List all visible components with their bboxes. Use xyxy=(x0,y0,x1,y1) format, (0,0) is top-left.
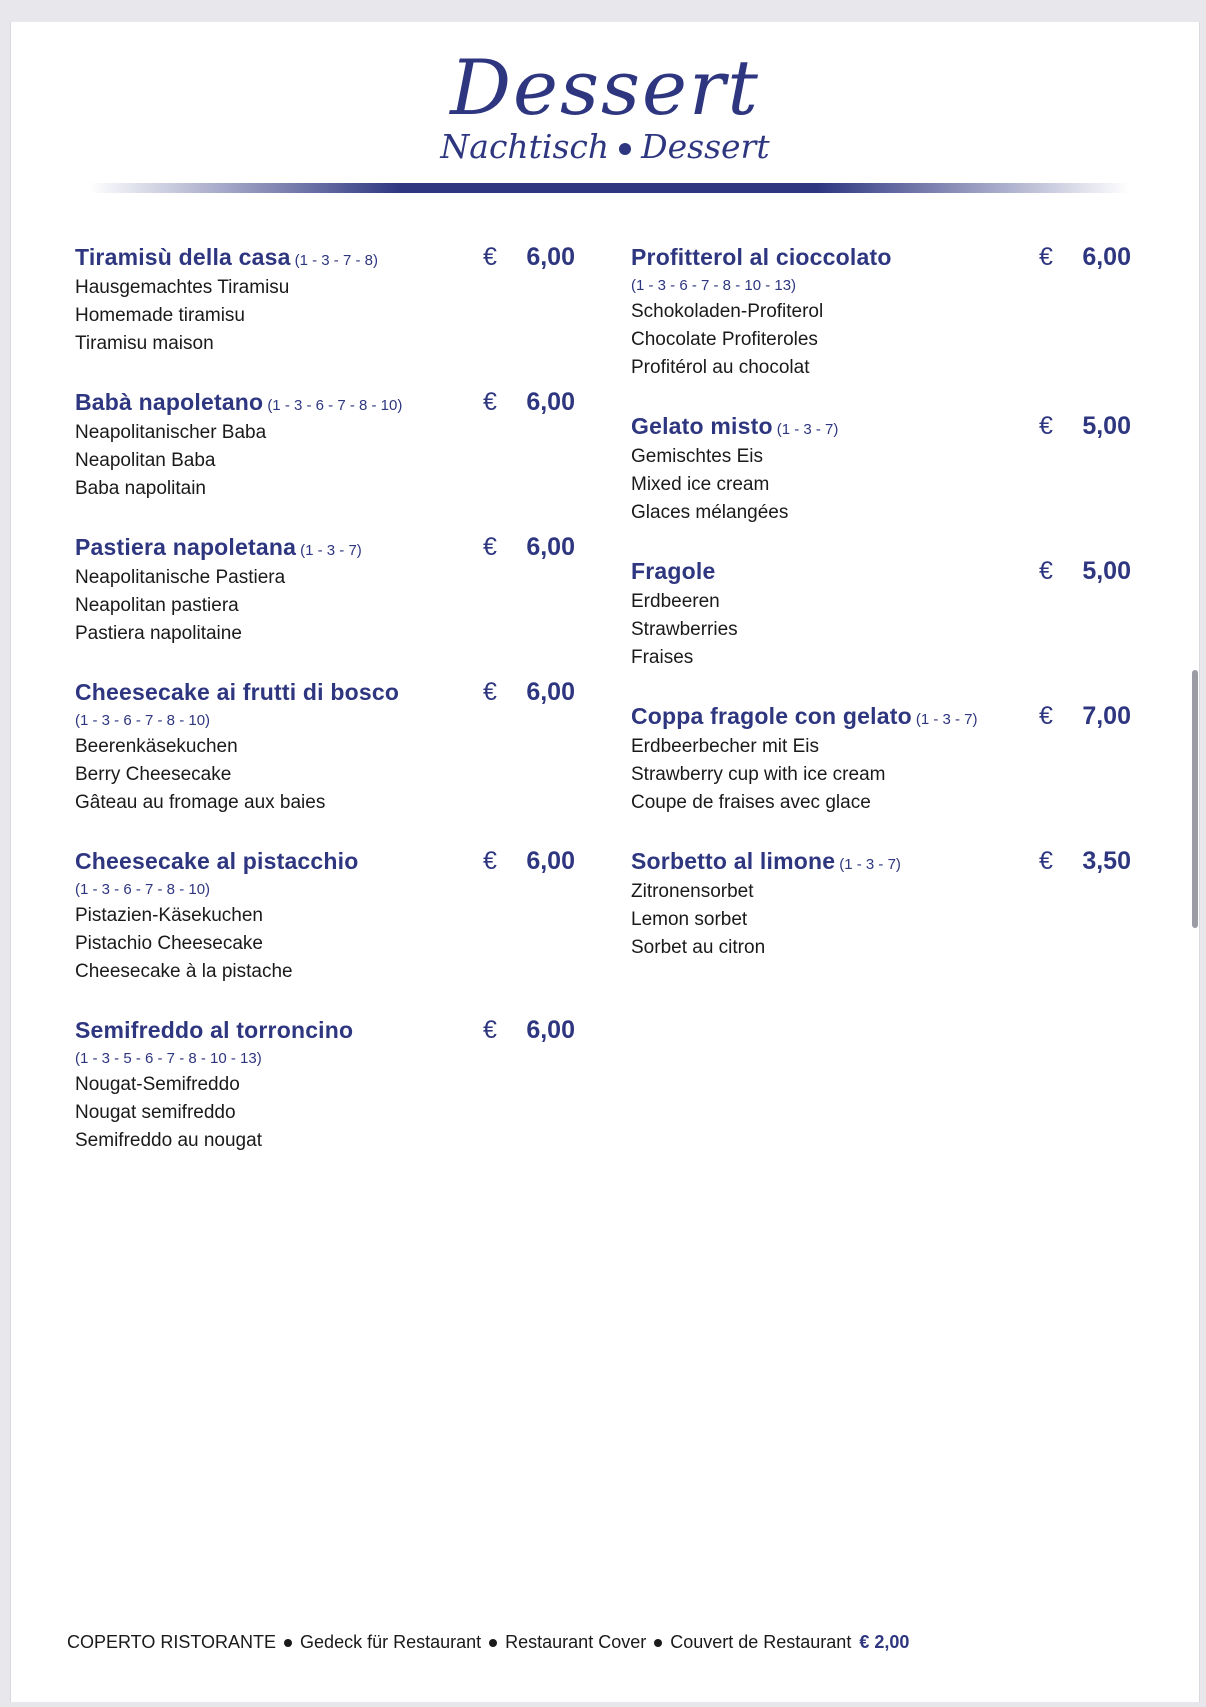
euro-sign: € xyxy=(483,1016,497,1044)
euro-sign: € xyxy=(483,243,497,271)
euro-sign: € xyxy=(483,847,497,875)
item-allergens: (1 - 3 - 6 - 7 - 8 - 10) xyxy=(267,397,403,414)
item-desc-en: Berry Cheesecake xyxy=(75,764,232,785)
item-desc-de: Neapolitanischer Baba xyxy=(75,422,267,443)
item-name: Profitterol al cioccolato xyxy=(631,244,892,270)
item-allergens: (1 - 3 - 7) xyxy=(300,542,362,559)
item-name: Tiramisù della casa xyxy=(75,244,291,270)
item-desc-en: Mixed ice cream xyxy=(631,474,770,495)
item-name: Cheesecake ai frutti di bosco xyxy=(75,679,400,705)
footer-de: Gedeck für Restaurant xyxy=(300,1632,482,1652)
item-desc-en: Chocolate Profiteroles xyxy=(631,329,818,350)
item-allergens: (1 - 3 - 7) xyxy=(776,421,839,438)
item-desc-fr: Fraises xyxy=(631,647,694,668)
menu-item: Babà napoletano (1 - 3 - 6 - 7 - 8 - 10) € 6,00 Neapolitanischer Baba Neapolitan Baba Baba napolitain xyxy=(75,385,575,503)
item-name: Pastiera napoletana xyxy=(75,534,297,560)
footer-it: COPERTO RISTORANTE xyxy=(67,1632,277,1652)
item-name: Cheesecake al pistacchio xyxy=(75,848,359,874)
item-allergens: (1 - 3 - 6 - 7 - 8 - 10) xyxy=(75,712,211,729)
page-title: Dessert xyxy=(450,43,760,132)
item-desc-en: Strawberries xyxy=(631,619,738,640)
euro-sign: € xyxy=(1039,412,1053,440)
bullet-icon xyxy=(489,1639,497,1647)
item-desc-de: Zitronensorbet xyxy=(631,881,754,902)
bullet-icon xyxy=(654,1639,662,1647)
item-desc-de: Gemischtes Eis xyxy=(631,446,763,467)
item-allergens: (1 - 3 - 6 - 7 - 8 - 10 - 13) xyxy=(631,277,797,294)
menu-item: Coppa fragole con gelato (1 - 3 - 7) € 7,00 Erdbeerbecher mit Eis Strawberry cup with ice cream Coupe de fraises avec glace xyxy=(631,699,1131,817)
menu-item: Pastiera napoletana (1 - 3 - 7) € 6,00 Neapolitanische Pastiera Neapolitan pastiera Pastiera napolitaine xyxy=(75,530,575,648)
euro-sign: € xyxy=(483,678,497,706)
item-desc-fr: Glaces mélangées xyxy=(631,502,789,523)
item-desc-de: Nougat-Semifreddo xyxy=(75,1074,240,1095)
subtitle-de: Nachtisch xyxy=(440,127,610,166)
euro-sign: € xyxy=(483,388,497,416)
menu-item: Cheesecake al pistacchio € 6,00 (1 - 3 - 6 - 7 - 8 - 10) Pistazien-Käsekuchen Pistachio Cheesecake Cheesecake à la pistache xyxy=(75,844,575,986)
item-desc-fr: Semifreddo au nougat xyxy=(75,1130,262,1151)
item-desc-en: Pistachio Cheesecake xyxy=(75,933,263,954)
item-allergens: (1 - 3 - 7 - 8) xyxy=(294,252,378,269)
item-desc-fr: Profitérol au chocolat xyxy=(631,357,810,378)
menu-item: Tiramisù della casa (1 - 3 - 7 - 8) € 6,00 Hausgemachtes Tiramisu Homemade tiramisu Tiramisu maison xyxy=(75,240,575,358)
item-desc-de: Erdbeeren xyxy=(631,591,720,612)
footer-fr: Couvert de Restaurant xyxy=(670,1632,852,1652)
footer-en: Restaurant Cover xyxy=(505,1632,647,1652)
item-desc-fr: Sorbet au citron xyxy=(631,937,766,958)
item-allergens: (1 - 3 - 6 - 7 - 8 - 10) xyxy=(75,881,211,898)
menu-item: Gelato misto (1 - 3 - 7) € 5,00 Gemischtes Eis Mixed ice cream Glaces mélangées xyxy=(631,409,1131,527)
item-desc-en: Strawberry cup with ice cream xyxy=(631,764,886,785)
item-desc-fr: Gâteau au fromage aux baies xyxy=(75,792,326,813)
item-desc-fr: Coupe de fraises avec glace xyxy=(631,792,871,813)
menu-item: Fragole € 5,00 Erdbeeren Strawberries Fraises xyxy=(631,554,1131,672)
subtitle-fr: Dessert xyxy=(641,127,770,166)
item-desc-en: Neapolitan pastiera xyxy=(75,595,239,616)
item-desc-de: Schokoladen-Profiterol xyxy=(631,301,824,322)
menu-page xyxy=(10,22,1200,1702)
menu-item: Semifreddo al torroncino € 6,00 (1 - 3 - 5 - 6 - 7 - 8 - 10 - 13) Nougat-Semifreddo Nougat semifreddo Semifreddo au nougat xyxy=(75,1013,575,1155)
menu-item: Cheesecake ai frutti di bosco € 6,00 (1 - 3 - 6 - 7 - 8 - 10) Beerenkäsekuchen Berry Cheesecake Gâteau au fromage aux baies xyxy=(75,675,575,817)
euro-sign: € xyxy=(1039,847,1053,875)
menu-item: Profitterol al cioccolato € 6,00 (1 - 3 - 6 - 7 - 8 - 10 - 13) Schokoladen-Profiterol Chocolate Profiteroles Profitérol au chocolat xyxy=(631,240,1131,382)
cover-charge-footer xyxy=(67,1632,909,1653)
item-name: Gelato misto xyxy=(631,413,773,439)
bullet-icon xyxy=(284,1639,292,1647)
bullet-icon xyxy=(619,143,631,155)
item-allergens: (1 - 3 - 7) xyxy=(915,711,978,728)
page-subtitle xyxy=(11,127,1199,166)
euro-sign: € xyxy=(483,533,497,561)
item-name: Coppa fragole con gelato xyxy=(631,703,912,729)
euro-sign: € xyxy=(1039,243,1053,271)
item-desc-fr: Baba napolitain xyxy=(75,478,206,499)
item-desc-en: Neapolitan Baba xyxy=(75,450,216,471)
item-name: Babà napoletano xyxy=(75,389,264,415)
item-desc-de: Hausgemachtes Tiramisu xyxy=(75,277,290,298)
item-desc-de: Erdbeerbecher mit Eis xyxy=(631,736,819,757)
item-name: Sorbetto al limone xyxy=(631,848,836,874)
menu-item: Sorbetto al limone (1 - 3 - 7) € 3,50 Zitronensorbet Lemon sorbet Sorbet au citron xyxy=(631,844,1131,962)
item-desc-fr: Cheesecake à la pistache xyxy=(75,961,293,982)
item-desc-fr: Tiramisu maison xyxy=(75,333,214,354)
item-desc-de: Beerenkäsekuchen xyxy=(75,736,238,757)
item-desc-en: Nougat semifreddo xyxy=(75,1102,236,1123)
item-allergens: (1 - 3 - 7) xyxy=(839,856,901,873)
left-column xyxy=(75,240,575,1182)
euro-sign: € xyxy=(1039,557,1053,585)
item-desc-de: Pistazien-Käsekuchen xyxy=(75,905,263,926)
item-name: Fragole xyxy=(631,558,716,584)
item-desc-fr: Pastiera napolitaine xyxy=(75,623,242,644)
item-name: Semifreddo al torroncino xyxy=(75,1017,354,1043)
right-column xyxy=(631,240,1131,989)
scrollbar[interactable] xyxy=(1192,670,1198,928)
euro-sign: € xyxy=(1039,702,1053,730)
footer-price: € 2,00 xyxy=(859,1632,910,1652)
header-divider xyxy=(89,183,1129,193)
item-allergens: (1 - 3 - 5 - 6 - 7 - 8 - 10 - 13) xyxy=(75,1050,262,1067)
item-desc-de: Neapolitanische Pastiera xyxy=(75,567,286,588)
item-desc-en: Homemade tiramisu xyxy=(75,305,245,326)
item-desc-en: Lemon sorbet xyxy=(631,909,748,930)
